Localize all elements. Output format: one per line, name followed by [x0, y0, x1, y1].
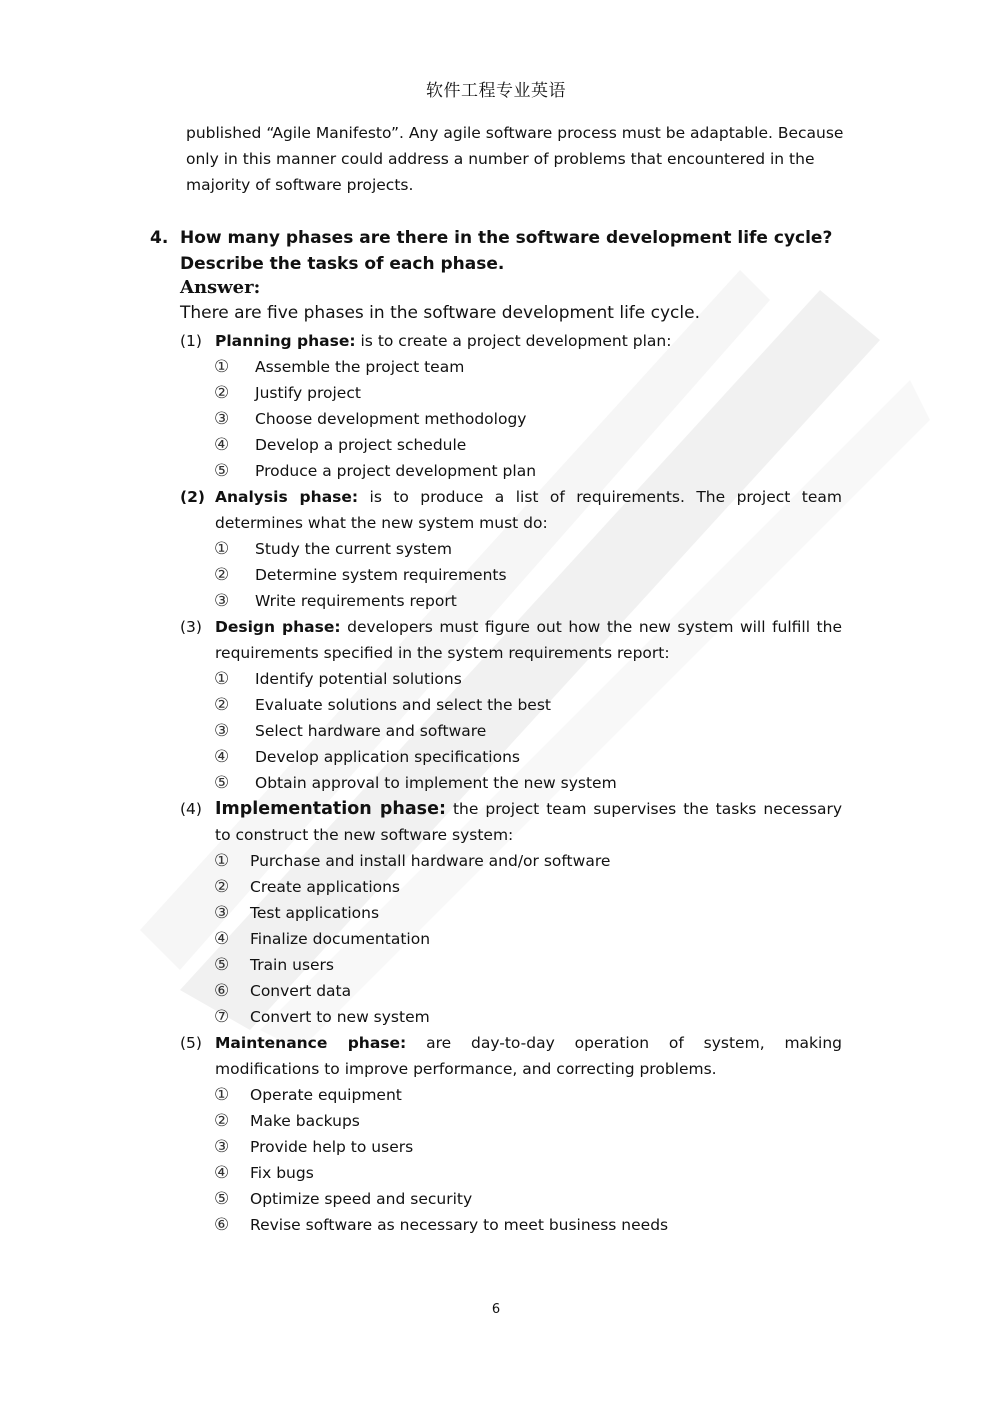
circled-number: ②	[214, 1111, 230, 1131]
phase-maintenance	[180, 1030, 842, 1238]
circled-number: ④	[214, 435, 230, 455]
phase-implementation	[180, 796, 842, 1030]
step-text: Select hardware and software	[255, 722, 487, 740]
circled-number: ②	[214, 383, 230, 403]
step-text: Determine system requirements	[255, 566, 507, 584]
circled-number: ⑥	[214, 1215, 230, 1235]
phase-number: (2)	[180, 488, 205, 506]
step-text: Test applications	[250, 904, 380, 922]
question-4	[150, 225, 850, 277]
list-item	[180, 926, 842, 952]
phase-heading	[180, 484, 842, 536]
list-item	[180, 1212, 842, 1238]
circled-number: ③	[214, 903, 230, 923]
step-text: Fix bugs	[250, 1164, 314, 1182]
list-item	[180, 978, 842, 1004]
circled-number: ⑤	[214, 1189, 230, 1209]
step-list	[180, 354, 842, 484]
list-item	[180, 692, 842, 718]
step-text: Create applications	[250, 878, 401, 896]
step-text: Provide help to users	[250, 1138, 414, 1156]
list-item	[180, 1186, 842, 1212]
phase-planning	[180, 328, 842, 484]
list-item	[180, 588, 842, 614]
page-header: 软件工程专业英语	[426, 81, 566, 101]
step-text: Convert to new system	[250, 1008, 430, 1026]
phase-number: (3)	[180, 618, 202, 636]
question-text: How many phases are there in the software development life cycle? Describe the tasks of each phase.	[180, 228, 833, 274]
list-item	[180, 432, 842, 458]
list-item	[180, 1108, 842, 1134]
step-text: Obtain approval to implement the new system	[255, 774, 617, 792]
circled-number: ⑥	[214, 981, 230, 1001]
question-number: 4.	[150, 228, 169, 248]
phase-description: is to create a project development plan:	[355, 332, 672, 350]
phase-title: Maintenance phase:	[215, 1034, 407, 1052]
list-item	[180, 718, 842, 744]
phase-title: Analysis phase:	[215, 488, 359, 506]
circled-number: ①	[214, 851, 230, 871]
circled-number: ①	[214, 1085, 230, 1105]
step-list	[180, 536, 842, 614]
phase-number: (1)	[180, 332, 202, 350]
answer-label: Answer:	[180, 277, 261, 298]
phase-number: (5)	[180, 1034, 202, 1052]
list-item	[180, 536, 842, 562]
circled-number: ②	[214, 565, 230, 585]
circled-number: ②	[214, 877, 230, 897]
page-number: 6	[491, 1302, 501, 1317]
circled-number: ①	[214, 357, 230, 377]
step-text: Assemble the project team	[255, 358, 465, 376]
intro-paragraph	[186, 120, 846, 198]
circled-number: ④	[214, 929, 230, 949]
circled-number: ⑤	[214, 461, 230, 481]
phase-title: Planning phase:	[215, 332, 356, 350]
list-item	[180, 458, 842, 484]
step-list	[180, 666, 842, 796]
step-text: Evaluate solutions and select the best	[255, 696, 551, 714]
step-text: Produce a project development plan	[255, 462, 537, 480]
circled-number: ④	[214, 1163, 230, 1183]
step-text: Convert data	[250, 982, 352, 1000]
phase-heading	[180, 614, 842, 666]
phase-heading	[180, 328, 842, 354]
circled-number: ④	[214, 747, 230, 767]
step-text: Revise software as necessary to meet business needs	[250, 1216, 669, 1234]
circled-number: ③	[214, 409, 230, 429]
phase-title: Implementation phase:	[215, 799, 446, 819]
step-text: Optimize speed and security	[250, 1190, 473, 1208]
step-text: Operate equipment	[250, 1086, 402, 1104]
circled-number: ①	[214, 669, 230, 689]
intro-line: published “Agile Manifesto”. Any agile software process must be adaptable. Because	[186, 124, 844, 142]
step-text: Develop application specifications	[255, 748, 520, 766]
phase-description: is to produce a list of requirements. The project team determines what the new system must do:	[215, 488, 842, 532]
phase-heading	[180, 1030, 842, 1082]
phase-number: (4)	[180, 800, 202, 818]
list-item	[180, 666, 842, 692]
circled-number: ③	[214, 721, 230, 741]
step-text: Finalize documentation	[250, 930, 431, 948]
intro-line: majority of software projects.	[186, 176, 414, 194]
step-text: Purchase and install hardware and/or software	[250, 852, 611, 870]
list-item	[180, 952, 842, 978]
list-item	[180, 744, 842, 770]
phase-title: Design phase:	[215, 618, 341, 636]
circled-number: ⑤	[214, 955, 230, 975]
step-list	[180, 1082, 842, 1238]
list-item	[180, 380, 842, 406]
phase-heading	[180, 796, 842, 848]
list-item	[180, 848, 842, 874]
step-text: Study the current system	[255, 540, 452, 558]
step-text: Justify project	[255, 384, 361, 402]
circled-number: ②	[214, 695, 230, 715]
list-item	[180, 1160, 842, 1186]
phase-list	[180, 328, 842, 1238]
step-list	[180, 848, 842, 1030]
list-item	[180, 562, 842, 588]
circled-number: ⑤	[214, 773, 230, 793]
phase-description: are day-to-day operation of system, making modifications to improve performance, and correcting problems.	[215, 1034, 843, 1078]
step-text: Identify potential solutions	[255, 670, 462, 688]
list-item	[180, 354, 842, 380]
intro-line: only in this manner could address a number of problems that encountered in the	[186, 150, 815, 168]
list-item	[180, 1082, 842, 1108]
list-item	[180, 1134, 842, 1160]
circled-number: ⑦	[214, 1007, 230, 1027]
list-item	[180, 770, 842, 796]
list-item	[180, 1004, 842, 1030]
list-item	[180, 406, 842, 432]
circled-number: ①	[214, 539, 230, 559]
answer-intro: There are five phases in the software development life cycle.	[180, 303, 700, 323]
step-text: Write requirements report	[255, 592, 457, 610]
phase-description: developers must figure out how the new system will fulfill the requirements specified in the system requirements report:	[215, 618, 842, 662]
step-text: Train users	[250, 956, 335, 974]
circled-number: ③	[214, 1137, 230, 1157]
step-text: Make backups	[250, 1112, 360, 1130]
list-item	[180, 900, 842, 926]
circled-number: ③	[214, 591, 230, 611]
phase-description: the project team supervises the tasks necessary to construct the new software system:	[215, 800, 842, 844]
step-text: Develop a project schedule	[255, 436, 467, 454]
phase-analysis	[180, 484, 842, 614]
phase-design	[180, 614, 842, 796]
list-item	[180, 874, 842, 900]
step-text: Choose development methodology	[255, 410, 527, 428]
